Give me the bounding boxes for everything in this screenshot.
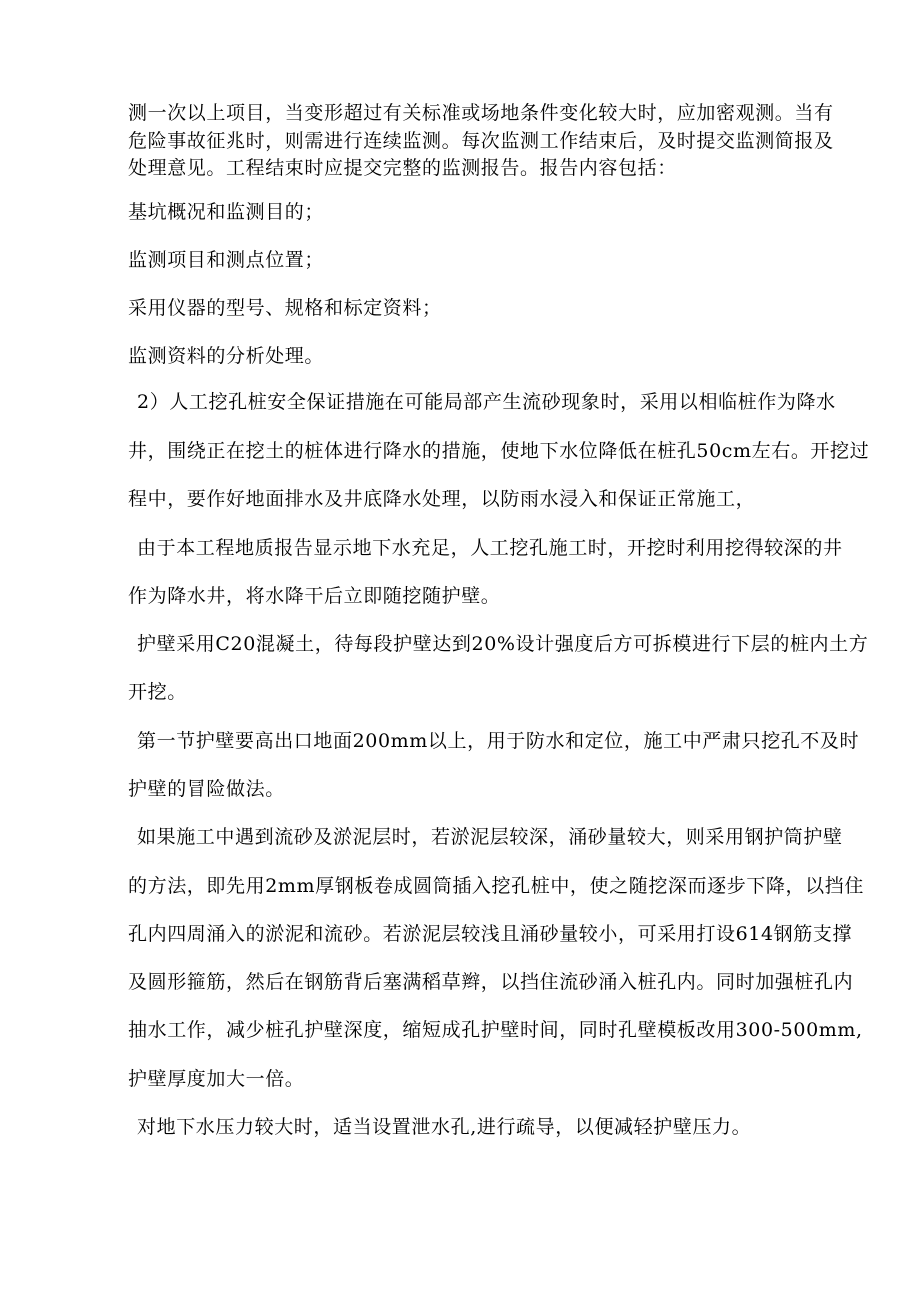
list-item: 采用仪器的型号、规格和标定资料； [128, 297, 442, 319]
text-line: 及圆形箍筋，然后在钢筋背后塞满稻草辫，以挡住流砂涌入桩孔内。同时加强桩孔内 [128, 971, 854, 993]
text-line: 开挖。 [128, 681, 187, 703]
text-line: 2）人工挖孔桩安全保证措施在可能局部产生流砂现象时，采用以相临桩作为降水 [137, 391, 836, 413]
list-item: 基坑概况和监测目的； [128, 201, 325, 223]
text-line: 孔内四周涌入的淤泥和流砂。若淤泥层较浅且涌砂量较小，可采用打设614钢筋支撑 [128, 923, 853, 945]
text-line: 程中，要作好地面排水及井底降水处理，以防雨水浸入和保证正常施工， [128, 488, 756, 510]
text-line: 对地下水压力较大时，适当设置泄水孔,进行疏导，以便减轻护壁压力。 [137, 1116, 752, 1138]
text-line: 由于本工程地质报告显示地下水充足，人工挖孔施工时，开挖时利用挖得较深的井 [137, 537, 843, 559]
text-line: 护壁的冒险做法。 [128, 778, 285, 800]
text-line: 抽水工作，减少桩孔护壁深度，缩短成孔护壁时间，同时孔壁模板改用300-500mm, [128, 1019, 863, 1041]
list-item: 监测项目和测点位置； [128, 249, 325, 271]
text-line: 处理意见。工程结束时应提交完整的监测报告。报告内容包括： [128, 157, 677, 179]
text-line: 井，围绕正在挖土的桩体进行降水的措施，使地下水位降低在桩孔50cm左右。开挖过 [128, 440, 870, 462]
text-line: 测一次以上项目，当变形超过有关标准或场地条件变化较大时，应加密观测。当有 [128, 102, 834, 124]
text-line: 的方法，即先用2mm厚钢板卷成圆筒插入挖孔桩中，使之随挖深而逐步下降，以挡住 [128, 875, 864, 897]
text-line: 第一节护壁要高出口地面200mm以上，用于防水和定位，施工中严肃只挖孔不及时 [137, 730, 860, 752]
text-line: 护壁采用C20混凝土，待每段护壁达到20%设计强度后方可拆模进行下层的桩内土方 [137, 633, 869, 655]
text-line: 如果施工中遇到流砂及淤泥层时，若淤泥层较深，涌砂量较大，则采用钢护筒护壁 [137, 826, 843, 848]
text-line: 护壁厚度加大一倍。 [128, 1068, 305, 1090]
list-item: 监测资料的分析处理。 [128, 345, 325, 367]
text-line: 作为降水井，将水降干后立即随挖随护壁。 [128, 585, 501, 607]
text-line: 危险事故征兆时，则需进行连续监测。每次监测工作结束后，及时提交监测简报及 [128, 130, 834, 152]
